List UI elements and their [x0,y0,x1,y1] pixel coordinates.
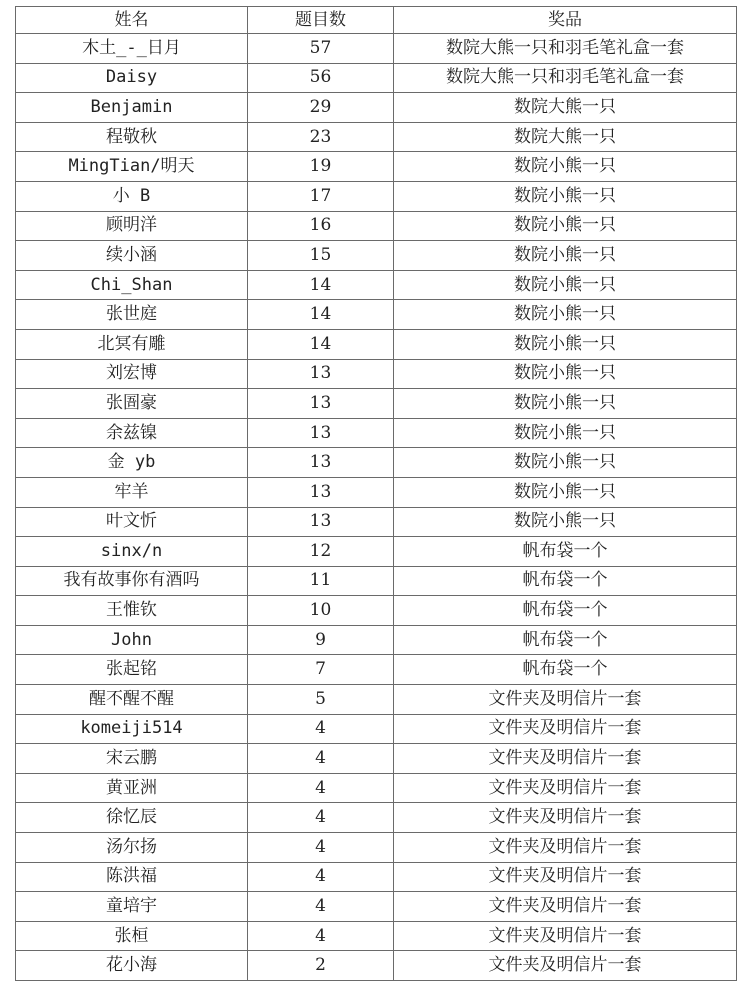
cell-count: 15 [248,241,394,271]
table-row [16,744,737,774]
table-row [16,773,737,803]
cell-name: 张圄豪 [16,389,248,419]
cell-count: 57 [248,34,394,64]
cell-prize: 文件夹及明信片一套 [394,833,737,863]
cell-name: 我有故事你有酒吗 [16,566,248,596]
table-row [16,181,737,211]
cell-name: 醒不醒不醒 [16,685,248,715]
cell-count: 14 [248,329,394,359]
prize-sheet [15,6,736,981]
cell-prize: 文件夹及明信片一套 [394,892,737,922]
table-row [16,685,737,715]
cell-name: 刘宏博 [16,359,248,389]
cell-prize: 数院小熊一只 [394,477,737,507]
table-row [16,892,737,922]
cell-name: 宋云鹏 [16,744,248,774]
cell-prize: 帆布袋一个 [394,655,737,685]
cell-prize: 数院小熊一只 [394,448,737,478]
cell-name: Chi_Shan [16,270,248,300]
cell-prize: 数院小熊一只 [394,507,737,537]
cell-count: 4 [248,803,394,833]
table-row [16,211,737,241]
table-row [16,93,737,123]
cell-name: 汤尔扬 [16,833,248,863]
cell-count: 4 [248,921,394,951]
cell-prize: 文件夹及明信片一套 [394,685,737,715]
cell-prize: 数院大熊一只和羽毛笔礼盒一套 [394,63,737,93]
header-count: 题目数 [248,7,394,34]
header-name: 姓名 [16,7,248,34]
cell-prize: 数院小熊一只 [394,389,737,419]
cell-prize: 帆布袋一个 [394,625,737,655]
table-row [16,34,737,64]
table-row [16,477,737,507]
cell-name: MingTian/明天 [16,152,248,182]
table-row [16,241,737,271]
cell-count: 56 [248,63,394,93]
table-row [16,596,737,626]
cell-prize: 数院小熊一只 [394,300,737,330]
cell-prize: 数院小熊一只 [394,329,737,359]
cell-count: 9 [248,625,394,655]
cell-count: 4 [248,773,394,803]
cell-count: 13 [248,448,394,478]
cell-prize: 数院大熊一只和羽毛笔礼盒一套 [394,34,737,64]
cell-name: 张世庭 [16,300,248,330]
cell-name: Daisy [16,63,248,93]
cell-name: 小 B [16,181,248,211]
cell-count: 13 [248,389,394,419]
table-row [16,448,737,478]
table-row [16,921,737,951]
cell-prize: 数院小熊一只 [394,152,737,182]
cell-prize: 帆布袋一个 [394,566,737,596]
cell-name: komeiji514 [16,714,248,744]
table-row [16,359,737,389]
cell-count: 13 [248,359,394,389]
cell-name: 花小海 [16,951,248,981]
table-body [16,34,737,981]
cell-count: 11 [248,566,394,596]
cell-prize: 数院大熊一只 [394,122,737,152]
table-row [16,833,737,863]
cell-prize: 帆布袋一个 [394,596,737,626]
cell-name: 牢羊 [16,477,248,507]
cell-prize: 文件夹及明信片一套 [394,862,737,892]
cell-name: 张起铭 [16,655,248,685]
cell-name: 童培宇 [16,892,248,922]
cell-prize: 文件夹及明信片一套 [394,773,737,803]
cell-count: 19 [248,152,394,182]
cell-count: 13 [248,418,394,448]
cell-name: 北冥有雕 [16,329,248,359]
cell-count: 16 [248,211,394,241]
table-row [16,329,737,359]
cell-count: 4 [248,744,394,774]
cell-prize: 文件夹及明信片一套 [394,921,737,951]
cell-name: 陈洪福 [16,862,248,892]
cell-count: 14 [248,270,394,300]
cell-name: 续小涵 [16,241,248,271]
cell-count: 4 [248,714,394,744]
cell-count: 4 [248,892,394,922]
cell-prize: 文件夹及明信片一套 [394,803,737,833]
table-row [16,63,737,93]
cell-prize: 文件夹及明信片一套 [394,714,737,744]
cell-count: 7 [248,655,394,685]
cell-count: 2 [248,951,394,981]
cell-count: 4 [248,833,394,863]
cell-name: 张桓 [16,921,248,951]
cell-name: 黄亚洲 [16,773,248,803]
cell-count: 17 [248,181,394,211]
cell-prize: 数院小熊一只 [394,359,737,389]
table-row [16,803,737,833]
cell-name: 木土_-_日月 [16,34,248,64]
cell-prize: 文件夹及明信片一套 [394,951,737,981]
cell-count: 13 [248,507,394,537]
header-row [16,7,737,34]
cell-count: 23 [248,122,394,152]
cell-name: 余兹镍 [16,418,248,448]
cell-prize: 数院小熊一只 [394,241,737,271]
table-row [16,537,737,567]
cell-count: 4 [248,862,394,892]
table-row [16,270,737,300]
cell-prize: 文件夹及明信片一套 [394,744,737,774]
table-row [16,862,737,892]
table-row [16,951,737,981]
cell-name: sinx/n [16,537,248,567]
cell-count: 5 [248,685,394,715]
cell-prize: 数院小熊一只 [394,270,737,300]
table-row [16,507,737,537]
table-row [16,418,737,448]
table-row [16,152,737,182]
cell-count: 10 [248,596,394,626]
table-row [16,566,737,596]
cell-name: Benjamin [16,93,248,123]
cell-name: John [16,625,248,655]
cell-name: 程敬秋 [16,122,248,152]
cell-prize: 数院小熊一只 [394,211,737,241]
header-prize: 奖品 [394,7,737,34]
cell-name: 顾明洋 [16,211,248,241]
table-row [16,389,737,419]
prize-table [15,6,737,981]
cell-name: 金 yb [16,448,248,478]
table-row [16,655,737,685]
cell-count: 14 [248,300,394,330]
cell-name: 王惟钦 [16,596,248,626]
cell-count: 13 [248,477,394,507]
table-row [16,300,737,330]
cell-prize: 数院小熊一只 [394,418,737,448]
cell-prize: 数院大熊一只 [394,93,737,123]
cell-prize: 数院小熊一只 [394,181,737,211]
table-row [16,714,737,744]
table-row [16,625,737,655]
table-row [16,122,737,152]
cell-name: 徐忆辰 [16,803,248,833]
cell-count: 12 [248,537,394,567]
cell-prize: 帆布袋一个 [394,537,737,567]
cell-name: 叶文忻 [16,507,248,537]
cell-count: 29 [248,93,394,123]
